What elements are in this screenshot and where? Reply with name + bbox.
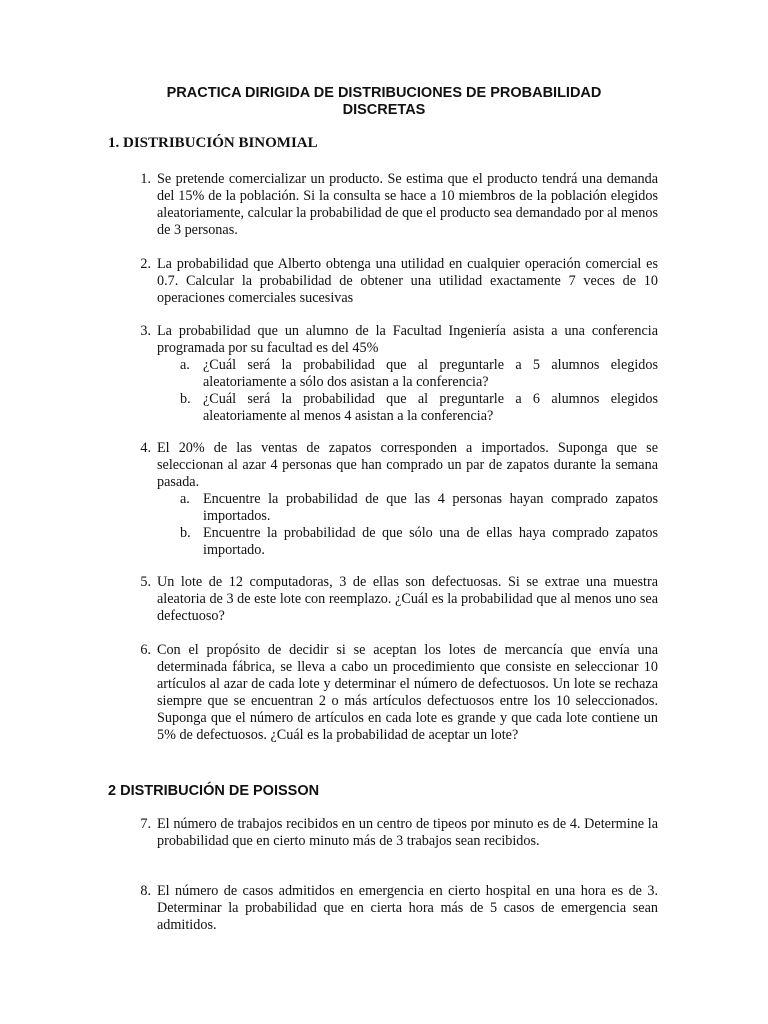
problem-text: Con el propósito de decidir si se aceptan los lotes de mercancía que envía una determinada fábrica, se lleva a cabo un procedimiento que consiste en seleccionar 10 artículos al azar de cada lote y determinar el número de defectuosos. Un lote se rechaza siempre que se encuentran 2 o más artículos defectuosos entre los 10 seleccionados. Suponga que el número de artículos en cada lote es grande y que cada lote contiene un 5% de defectuosos. ¿Cuál es la probabilidad de aceptar un lote?: [157, 642, 658, 743]
sub-question-letter: a.: [180, 491, 190, 507]
sub-question-text: Encuentre la probabilidad de que sólo una de ellas haya comprado zapatos importado.: [203, 525, 658, 558]
sub-question-letter: b.: [180, 391, 191, 407]
problem-text: La probabilidad que un alumno de la Facultad Ingeniería asista a una conferencia programada por su facultad es del 45%: [157, 323, 658, 356]
title-line-1: PRACTICA DIRIGIDA DE DISTRIBUCIONES DE PROBABILIDAD: [166, 85, 602, 101]
sub-question-letter: b.: [180, 525, 191, 541]
problem-text: La probabilidad que Alberto obtenga una utilidad en cualquier operación comercial es 0.7. Calcular la probabilidad de obtener una utilidad exactamente 7 veces de 10 operaciones comerciales sucesivas: [157, 256, 658, 306]
problem-number: 7.: [140, 816, 151, 832]
title-line-2: DISCRETAS: [342, 102, 426, 118]
problem-text: El número de trabajos recibidos en un centro de tipeos por minuto es de 4. Determine la probabilidad que en cierto minuto más de 3 trabajos sean recibidos.: [157, 816, 658, 849]
problem-number: 1.: [140, 171, 151, 187]
problem-number: 2.: [140, 256, 151, 272]
problem-4: [140, 440, 658, 559]
problem-6: [140, 642, 658, 744]
sub-question-letter: a.: [180, 357, 190, 373]
problem-number: 5.: [140, 574, 151, 590]
sub-question-a: [157, 491, 658, 525]
sub-question-b: [157, 525, 658, 559]
section-heading-poisson: 2 DISTRIBUCIÓN DE POISSON: [108, 783, 320, 799]
problem-number: 3.: [140, 323, 151, 339]
problem-text: Se pretende comercializar un producto. Se estima que el producto tendrá una demanda del 15% de la población. Si la consulta se hace a 10 miembros de la población elegidos aleatoriamente, calcular la probabilidad de que el producto sea demandado por al menos de 3 personas.: [157, 171, 658, 238]
problem-text: El número de casos admitidos en emergencia en cierto hospital en una hora es de 3. Determinar la probabilidad que en cierta hora más de 5 casos de emergencia sean admitidos.: [157, 883, 658, 933]
document-title: [100, 85, 668, 119]
problem-8: [140, 883, 658, 934]
problem-text: Un lote de 12 computadoras, 3 de ellas son defectuosas. Si se extrae una muestra aleatoria de 3 de este lote con reemplazo. ¿Cuál es la probabilidad que al menos uno sea defectuoso?: [157, 574, 658, 624]
sub-question-text: ¿Cuál será la probabilidad que al preguntarle a 5 alumnos elegidos aleatoriamente a sólo dos asistan a la conferencia?: [203, 357, 658, 390]
problem-5: [140, 574, 658, 625]
problem-1: [140, 171, 658, 239]
section-heading-binomial: 1. DISTRIBUCIÓN BINOMIAL: [108, 135, 318, 151]
sub-question-b: [157, 391, 658, 425]
problem-number: 8.: [140, 883, 151, 899]
problem-7: [140, 816, 658, 850]
sub-question-text: ¿Cuál será la probabilidad que al preguntarle a 6 alumnos elegidos aleatoriamente al menos 4 asistan a la conferencia?: [203, 391, 658, 424]
problem-3: [140, 323, 658, 425]
sub-question-a: [157, 357, 658, 391]
problem-number: 6.: [140, 642, 151, 658]
sub-question-text: Encuentre la probabilidad de que las 4 personas hayan comprado zapatos importados.: [203, 491, 658, 524]
problem-text: El 20% de las ventas de zapatos corresponden a importados. Suponga que se seleccionan al azar 4 personas que han comprado un par de zapatos durante la semana pasada.: [157, 440, 658, 490]
problem-number: 4.: [140, 440, 151, 456]
problem-2: [140, 256, 658, 307]
